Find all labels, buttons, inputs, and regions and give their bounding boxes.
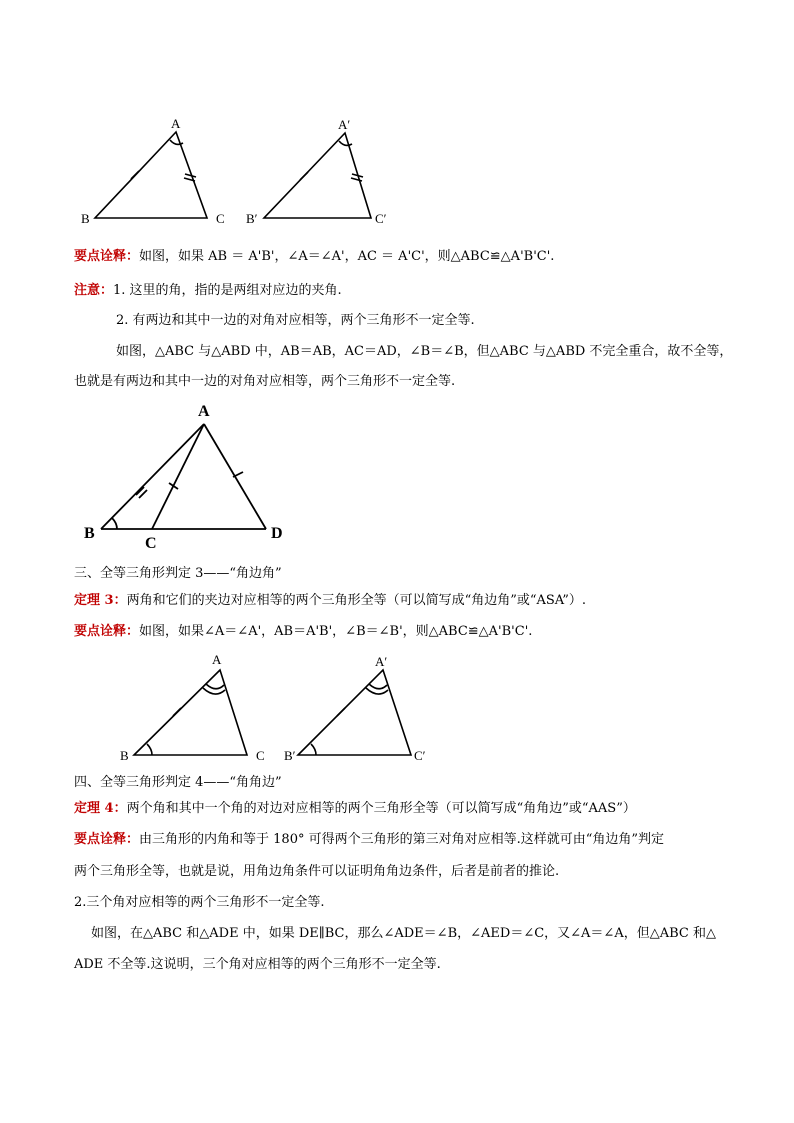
aas-note-line-2: 两个三角形全等，也就是说，用角边角条件可以证明角角边条件，后者是前者的推论.: [74, 864, 560, 879]
vertex-label-a: A: [171, 116, 181, 131]
section-4-heading: 四、全等三角形判定 4——“角角边”: [74, 775, 282, 790]
ssa-paragraph-line-2: 也就是有两边和其中一边的对角对应相等，两个三角形不一定全等.: [74, 374, 456, 389]
vertex-label-c: C: [256, 748, 265, 763]
attention-item-1-text: 1. 这里的角，指的是两组对应边的夹角.: [113, 283, 342, 298]
triangle-abc-prime-sas: [264, 133, 371, 218]
vertex-label-b: B: [84, 525, 95, 542]
vertex-label-b: B: [120, 748, 129, 763]
vertex-label-a: A: [198, 403, 210, 420]
figure-sas-triangles: [0, 0, 794, 240]
aaa-paragraph-line-2: ADE 不全等.这说明，三个角对应相等的两个三角形不一定全等.: [74, 957, 441, 972]
vertex-label-a-prime: A′: [375, 654, 388, 669]
tick-mark: [139, 490, 147, 498]
angle-arc: [311, 744, 316, 755]
tick-mark: [136, 487, 144, 495]
section-3-heading: 三、全等三角形判定 3——“角边角”: [74, 566, 282, 581]
vertex-label-d: D: [271, 525, 283, 542]
sas-note-label: 要点诠释：: [74, 249, 140, 264]
ssa-paragraph-line-1: 如图，△ABC 与△ABD 中，AB＝AB，AC＝AD，∠B＝∠B，但△ABC 与△ABD 不完全重合，故不全等，: [116, 344, 733, 359]
asa-note-label: 要点诠释：: [74, 624, 140, 639]
tick-mark: [169, 483, 178, 489]
tick-mark: [173, 708, 181, 716]
angle-arc: [206, 684, 224, 689]
aas-note-label: 要点诠释：: [74, 832, 140, 847]
theorem-4-text: 两个角和其中一个角的对边对应相等的两个三角形全等（可以简写成“角角边”或“AAS”）: [126, 801, 636, 816]
angle-arc: [112, 518, 117, 529]
vertex-label-a: A: [212, 652, 222, 667]
angle-arc: [147, 744, 152, 755]
theorem-4: [74, 801, 636, 817]
triangle-abc-asa: [134, 670, 247, 755]
theorem-4-label: 定理 4：: [74, 801, 127, 816]
angle-arc: [369, 684, 387, 689]
tick-mark: [337, 708, 345, 716]
theorem-3-label: 定理 3：: [74, 593, 127, 608]
asa-note-text: 如图，如果∠A＝∠A'，AB＝A'B'，∠B＝∠B'，则△ABC≌△A'B'C'.: [139, 624, 533, 639]
sas-note-text: 如图，如果 AB ＝ A'B'，∠A＝∠A'，AC ＝ A'C'，则△ABC≌△A'B'C'.: [139, 249, 555, 264]
vertex-label-c: C: [145, 535, 157, 552]
tick-mark: [351, 178, 362, 181]
asa-note: [74, 624, 532, 640]
attention-label: 注意：: [74, 283, 114, 298]
tick-mark: [300, 172, 308, 180]
tick-mark: [233, 472, 243, 477]
triangle-abc-sas: [95, 132, 207, 218]
vertex-label-b-prime: B′: [246, 211, 258, 226]
angle-arc: [366, 688, 388, 694]
theorem-3: [74, 593, 586, 609]
triangle-abd: [101, 424, 266, 529]
angle-arc: [170, 140, 183, 144]
attention-item-2: 2. 有两边和其中一边的对角对应相等，两个三角形不一定全等.: [116, 313, 475, 328]
vertex-label-a-prime: A′: [338, 117, 351, 132]
vertex-label-c-prime: C′: [414, 748, 426, 763]
aas-note-line-1: [74, 832, 664, 848]
vertex-label-b: B: [81, 211, 90, 226]
tick-mark: [131, 171, 139, 179]
attention-item-1: [74, 283, 342, 299]
triangle-abc-prime-asa: [298, 670, 411, 755]
sas-note: [74, 249, 554, 265]
vertex-label-c: C: [216, 211, 225, 226]
angle-arc: [203, 688, 225, 694]
aas-note-text-1: 由三角形的内角和等于 180° 可得两个三角形的第三对角对应相等.这样就可由“角边角”判定: [139, 832, 665, 847]
vertex-label-c-prime: C′: [375, 211, 387, 226]
vertex-label-b-prime: B′: [284, 748, 296, 763]
aaa-item-2: 2.三个角对应相等的两个三角形不一定全等.: [74, 895, 325, 910]
theorem-3-text: 两角和它们的夹边对应相等的两个三角形全等（可以简写成“角边角”或“ASA”）.: [126, 593, 587, 608]
angle-arc: [339, 141, 352, 145]
aaa-paragraph-line-1: 如图，在△ABC 和△ADE 中，如果 DE∥BC，那么∠ADE＝∠B，∠AED＝∠C，又∠A＝∠A，但△ABC 和△: [91, 926, 716, 941]
